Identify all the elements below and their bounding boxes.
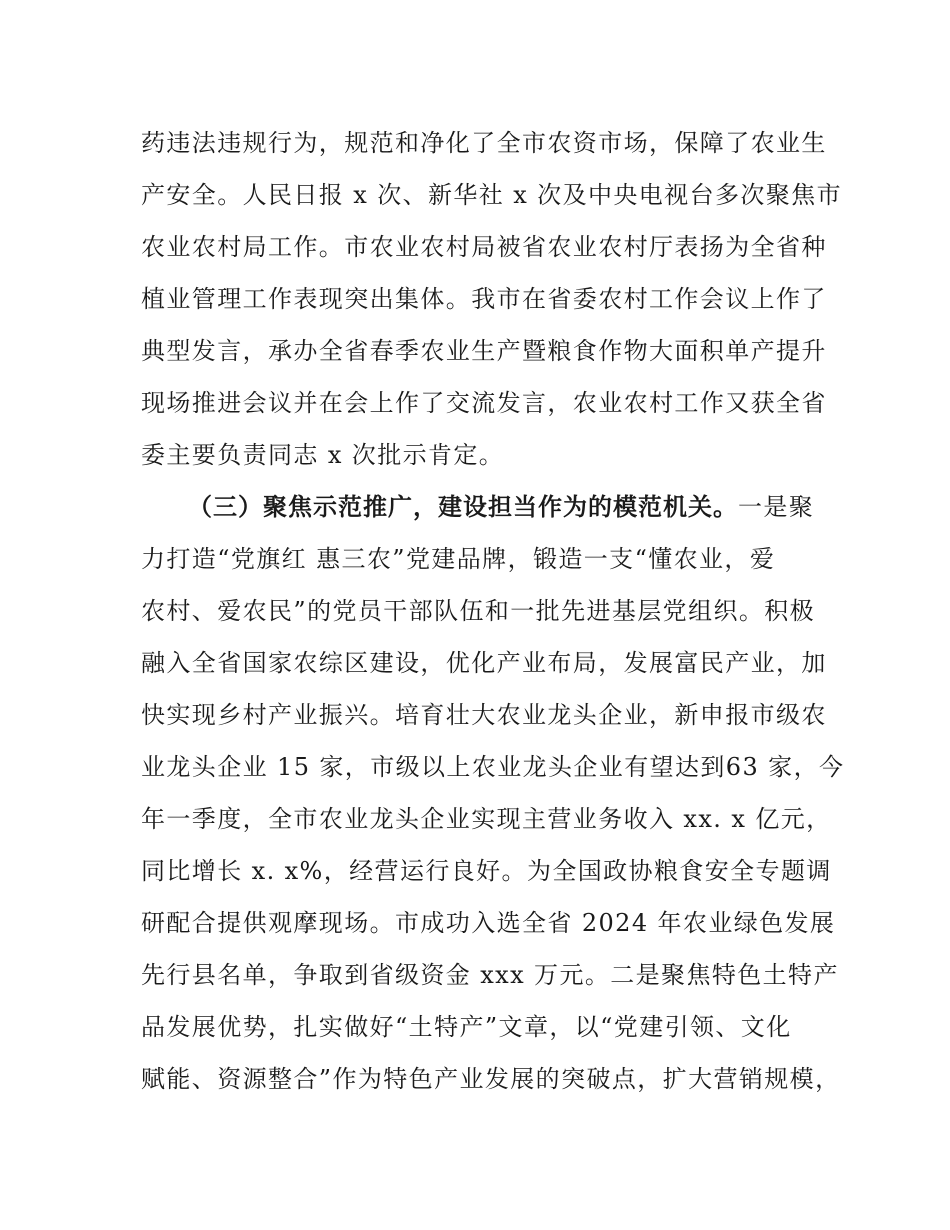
section-heading: （三）聚焦示范推广，建设担当作为的模范机关。 <box>188 493 738 521</box>
paragraph-1-line-7: 委主要负责同志 x 次批示肯定。 <box>141 441 505 469</box>
paragraph-2-line-7: 年一季度，全市农业龙头企业实现主营业务收入 xx. x 亿元， <box>141 805 832 833</box>
paragraph-2-first-line-rest: 一是聚 <box>738 493 815 521</box>
paragraph-2-line-8: 同比增长 x. x%，经营运行良好。为全国政协粮食安全专题调 <box>141 857 832 885</box>
paragraph-2-line-6: 业龙头企业 15 家，市级以上农业龙头企业有望达到63 家，今 <box>141 753 845 781</box>
paragraph-1-line-1: 药违法违规行为，规范和净化了全市农资市场，保障了农业生 <box>141 129 827 157</box>
paragraph-1-line-5: 典型发言，承办全省春季农业生产暨粮食作物大面积单产提升 <box>141 337 827 365</box>
paragraph-1-line-3: 农业农村局工作。市农业农村局被省农业农村厅表扬为全省种 <box>141 233 827 261</box>
paragraph-2-line-12: 赋能、资源整合”作为特色产业发展的突破点，扩大营销规模， <box>141 1065 841 1093</box>
paragraph-2-line-4: 融入全省国家农综区建设，优化产业布局，发展富民产业，加 <box>141 649 827 677</box>
paragraph-2-line-9: 研配合提供观摩现场。市成功入选全省 2024 年农业绿色发展 <box>141 909 836 937</box>
paragraph-1-line-6: 现场推进会议并在会上作了交流发言，农业农村工作又获全省 <box>141 389 827 417</box>
paragraph-2-first-line <box>188 483 831 531</box>
paragraph-2-line-10: 先行县名单，争取到省级资金 xxx 万元。二是聚焦特色土特产 <box>141 961 839 989</box>
paragraph-2-line-3: 农村、爱农民”的党员干部队伍和一批先进基层党组织。积极 <box>141 597 816 625</box>
paragraph-2-line-2: 力打造“党旗红 惠三农”党建品牌，锻造一支“懂农业，爱 <box>141 545 776 573</box>
paragraph-1-line-2: 产安全。人民日报 x 次、新华社 x 次及中央电视台多次聚焦市 <box>141 181 842 209</box>
paragraph-2-line-5: 快实现乡村产业振兴。培育壮大农业龙头企业，新申报市级农 <box>141 701 827 729</box>
paragraph-2-line-11: 品发展优势，扎实做好“土特产”文章，以“党建引领、文化 <box>141 1013 792 1041</box>
paragraph-1-line-4: 植业管理工作表现突出集体。我市在省委农村工作会议上作了 <box>141 285 827 313</box>
